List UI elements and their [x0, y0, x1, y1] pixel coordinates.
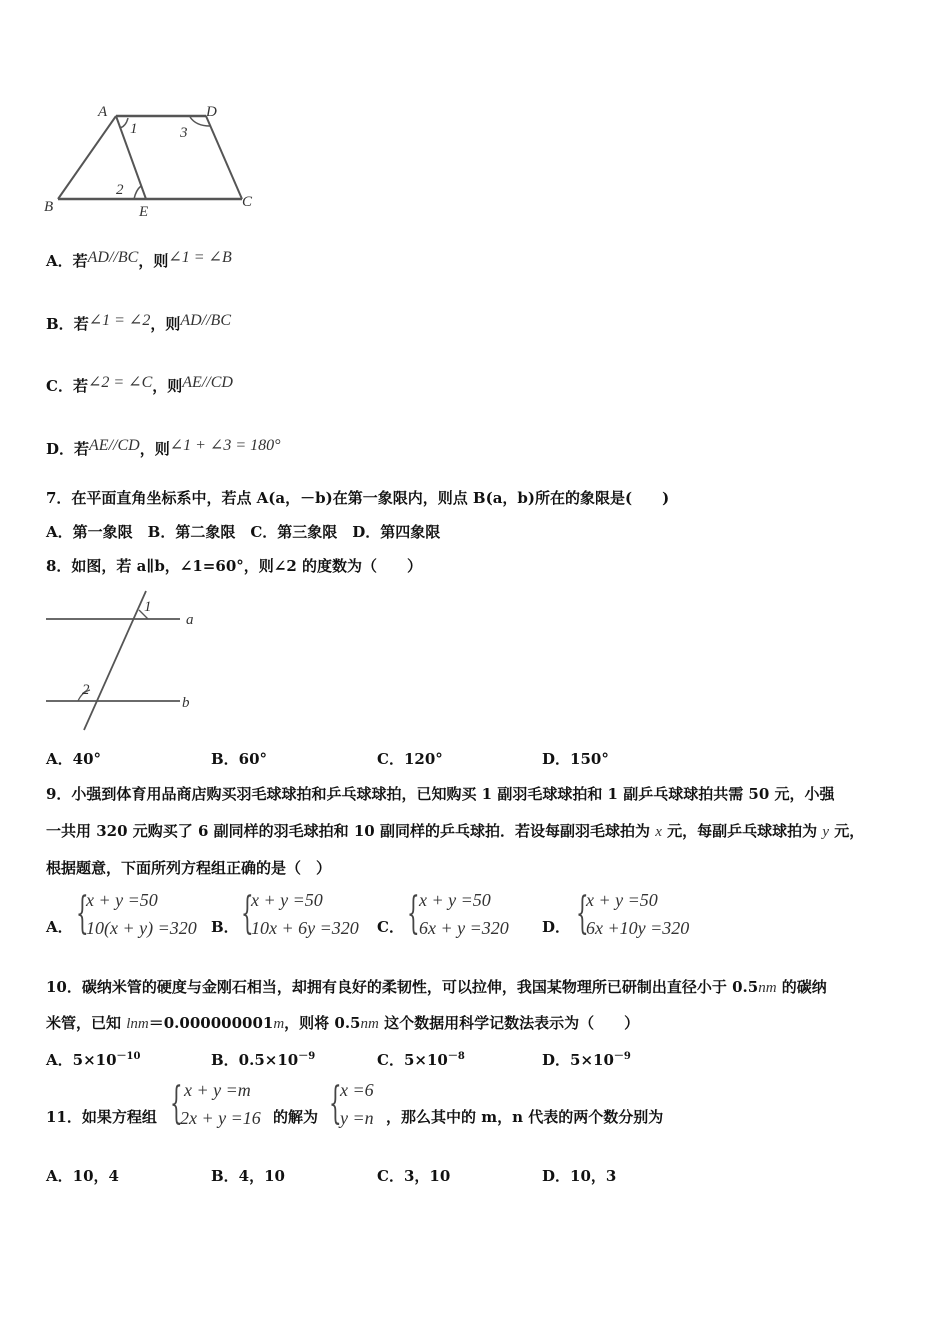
brace-icon: {: [576, 888, 589, 939]
label-angle-1: 1: [130, 121, 138, 137]
q9-line-3: 根据题意，下面所列方程组正确的是（ ）: [46, 859, 332, 877]
q8-option-a[interactable]: A．40°: [46, 750, 102, 768]
q11-option-a[interactable]: A．10，4: [46, 1167, 119, 1185]
brace-icon: {: [241, 888, 254, 939]
q9-option-b[interactable]: B． { x + y =50 10x + 6y =320: [211, 888, 359, 939]
brace-icon: {: [407, 888, 420, 939]
q11-sys1-eq2: 2x + y =16: [180, 1108, 261, 1128]
q6-option-d[interactable]: D．若AE//CD，则∠1 + ∠3 = 180°: [46, 437, 281, 458]
q8-option-d[interactable]: D．150°: [542, 750, 609, 768]
q6-option-b[interactable]: B．若∠1 = ∠2，则AD//BC: [46, 312, 231, 333]
q6-option-a[interactable]: A．若AD//BC，则∠1 = ∠B: [46, 249, 232, 270]
label-a: a: [186, 612, 194, 628]
q11-prefix: 11．如果方程组: [46, 1108, 157, 1126]
q6-option-c[interactable]: C．若∠2 = ∠C，则AE//CD: [46, 374, 233, 395]
label-angle-3: 3: [180, 125, 188, 141]
q9-line-2: 一共用 320 元购买了 6 副同样的羽毛球拍和 10 副同样的乒乓球拍．若设每副羽毛球拍为 x 元，每副乒乓球球拍为 y 元，: [46, 822, 865, 840]
q9-option-d[interactable]: D． { x + y =50 6x +10y =320: [542, 888, 690, 939]
q11-option-c[interactable]: C．3，10: [377, 1167, 451, 1185]
q10-option-d[interactable]: D．$5\times 10^{-9}$: [542, 1051, 631, 1069]
brace-icon: {: [329, 1078, 342, 1129]
q11-sys2-eq2: y =n: [340, 1108, 374, 1128]
segment-DC: [206, 116, 242, 199]
q8-option-c[interactable]: C．120°: [377, 750, 443, 768]
q11-suffix: ，那么其中的 m，n 代表的两个数分别为: [386, 1108, 664, 1126]
q9-option-c[interactable]: C． { x + y =50 6x + y =320: [377, 888, 509, 939]
q11-mid: 的解为: [273, 1108, 319, 1126]
q8-option-b[interactable]: B．60°: [211, 750, 268, 768]
q10-option-a[interactable]: A．$5\times 10^{-10}$: [46, 1051, 141, 1069]
q9-line-1: 9．小强到体育用品商店购买羽毛球球拍和乒乓球球拍，已知购买 1 副羽毛球球拍和 1 副乒乓球球拍共需 50 元，小强: [46, 785, 835, 803]
q11-option-b[interactable]: B．4，10: [211, 1167, 285, 1185]
q8-stem: 8．如图，若 a∥b，∠1=60°，则∠2 的度数为（ ）: [46, 557, 422, 575]
brace-icon: {: [170, 1078, 183, 1129]
label-A: A: [98, 104, 108, 120]
trapezoid-figure: [40, 100, 270, 225]
transversal: [84, 591, 146, 730]
label-D: D: [206, 104, 217, 120]
brace-icon: {: [76, 888, 89, 939]
q11-sys1-eq1: x + y =m: [184, 1080, 251, 1100]
q9-option-a[interactable]: A． { x + y =50 10(x + y) =320: [46, 888, 197, 939]
label-angle-2: 2: [116, 182, 124, 198]
q7-stem: 7．在平面直角坐标系中，若点 A(a，－b)在第一象限内，则点 B(a，b)所在的象限是( ): [46, 489, 670, 507]
label-angle-1: 1: [144, 599, 152, 615]
q11-sys2-eq1: x =6: [340, 1080, 374, 1100]
label-B: B: [44, 199, 54, 215]
label-b: b: [182, 695, 190, 711]
q11-option-d[interactable]: D．10，3: [542, 1167, 617, 1185]
angle-arc-1: [120, 118, 128, 128]
q10-line-2: 米管，已知 lnm＝0.000000001m，则将 0.5nm 这个数据用科学记数法表示为（ ）: [46, 1014, 640, 1032]
parallel-lines-figure: [40, 588, 210, 738]
q7-options[interactable]: A．第一象限 B．第二象限 C．第三象限 D．第四象限: [46, 523, 441, 541]
label-angle-2: 2: [82, 682, 90, 698]
label-C: C: [242, 194, 253, 210]
segment-AB: [58, 116, 116, 199]
q10-line-1: 10．碳纳米管的硬度与金刚石相当，却拥有良好的柔韧性，可以拉伸，我国某物理所已研制出直径小于 0.5nm 的碳纳: [46, 978, 827, 996]
angle-arc-2: [134, 186, 141, 199]
q10-option-c[interactable]: C．$5\times 10^{-8}$: [377, 1051, 465, 1069]
q10-option-b[interactable]: B．$0.5\times 10^{-9}$: [211, 1051, 316, 1069]
label-E: E: [139, 204, 149, 220]
